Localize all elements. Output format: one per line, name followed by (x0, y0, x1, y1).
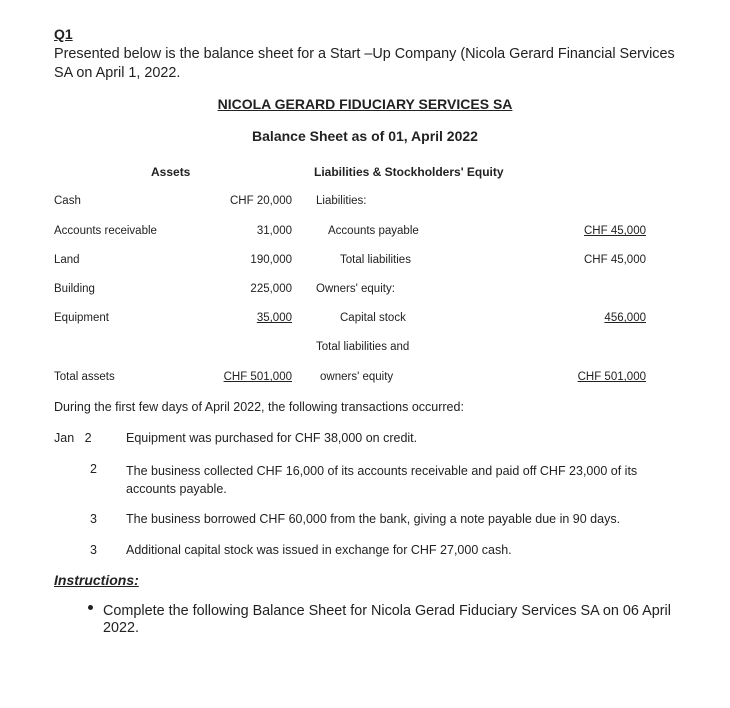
amount-equipment: 35,000 (256, 312, 292, 324)
transaction-text: Additional capital stock was issued in exchange for CHF 27,000 cash. (126, 543, 512, 557)
balance-sheet-title: Balance Sheet as of 01, April 2022 (252, 128, 478, 144)
amount-capital-stock: 456,000 (604, 312, 646, 324)
row-label-total-assets: Total assets (54, 371, 115, 383)
row-label-accounts-payable: Accounts payable (328, 225, 419, 237)
amount-building: 225,000 (250, 283, 292, 295)
company-name: NICOLA GERARD FIDUCIARY SERVICES SA (217, 96, 513, 112)
transaction-text: The business borrowed CHF 60,000 from the bank, giving a note payable due in 90 days. (126, 512, 621, 526)
transaction-text: Equipment was purchased for CHF 38,000 on credit. (126, 431, 418, 445)
amount-accounts-receivable: 31,000 (256, 225, 292, 237)
row-label-owners-equity-total: owners' equity (320, 371, 394, 383)
transaction-date: 2 (90, 462, 97, 476)
amount-accounts-payable: CHF 45,000 (583, 225, 646, 237)
question-label: Q1 (54, 26, 73, 42)
row-label-accounts-receivable: Accounts receivable (54, 225, 157, 237)
row-label-equipment: Equipment (54, 312, 109, 324)
amount-land: 190,000 (250, 254, 292, 266)
liabilities-equity-header: Liabilities & Stockholders' Equity (314, 165, 504, 179)
assets-header: Assets (151, 165, 191, 179)
row-label-land: Land (54, 254, 80, 266)
instruction-bullet: Complete the following Balance Sheet for Nicola Gerad Fiduciary Services SA on 06 April 2022. (103, 603, 671, 636)
amount-cash: CHF 20,000 (229, 195, 292, 207)
row-label-total-liabilities: Total liabilities (340, 254, 411, 266)
row-label-liabilities: Liabilities: (316, 195, 367, 207)
transaction-date: 3 (90, 512, 97, 526)
transaction-text: The business collected CHF 16,000 of its accounts receivable and paid off CHF 23,000 of its accounts payable. (126, 464, 638, 496)
row-label-cash: Cash (54, 195, 81, 207)
row-label-capital-stock: Capital stock (340, 312, 406, 324)
row-label-owners-equity: Owners' equity: (316, 283, 395, 295)
instructions-heading: Instructions: (54, 572, 139, 588)
bullet-icon (88, 605, 93, 610)
row-label-building: Building (54, 283, 95, 295)
amount-total-liabilities-equity: CHF 501,000 (577, 371, 646, 383)
amount-total-liabilities: CHF 45,000 (583, 254, 646, 266)
transaction-date: Jan 2 (54, 431, 92, 445)
amount-total-assets: CHF 501,000 (223, 371, 292, 383)
transactions-lead: During the first few days of April 2022, the following transactions occurred: (54, 400, 464, 414)
row-label-total-liabilities-and: Total liabilities and (316, 341, 410, 353)
question-intro: Presented below is the balance sheet for a Start –Up Company (Nicola Gerard Financial Services SA on April 1, 2022. (54, 46, 675, 81)
transaction-date: 3 (90, 543, 97, 557)
